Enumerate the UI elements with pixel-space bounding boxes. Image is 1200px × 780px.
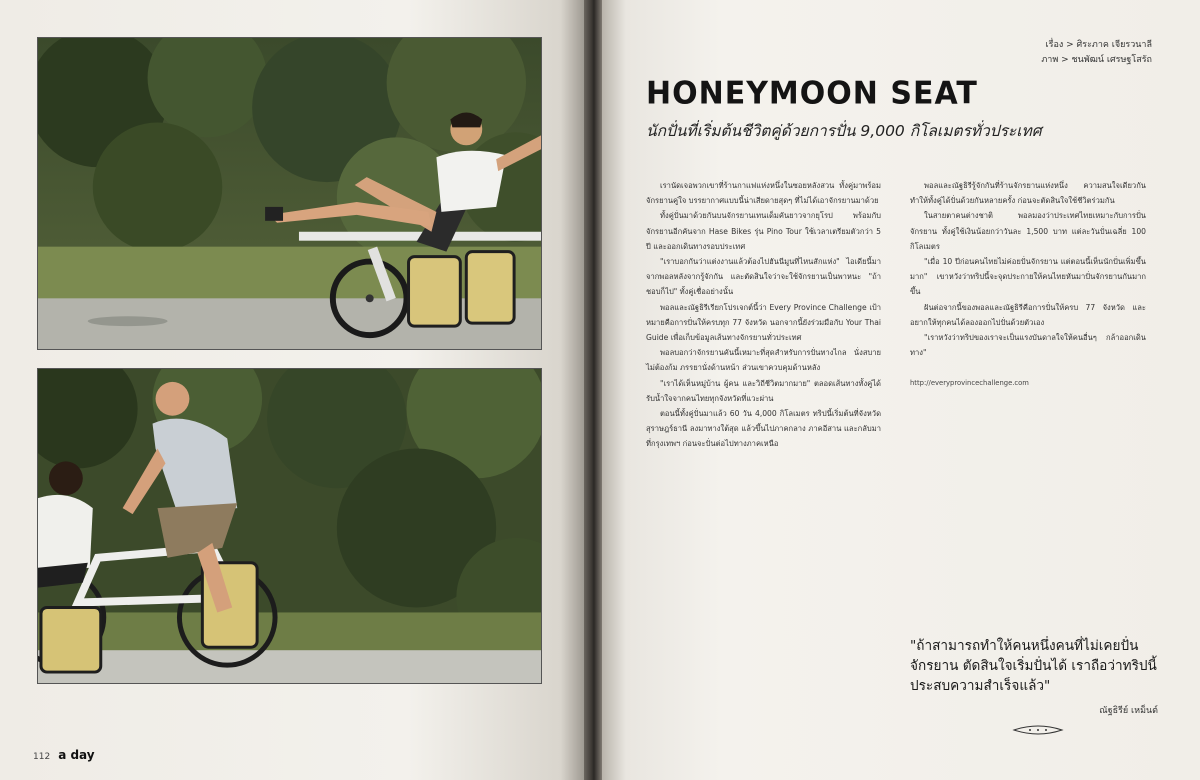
page-number: 112 (33, 752, 51, 762)
body-paragraph: "เราหวังว่าทริปของเราจะเป็นแรงบันดาลใจให้คนอื่นๆ กล้าออกเดินทาง" (910, 333, 1146, 358)
website-link[interactable]: http://everyprovincechallenge.com (910, 379, 1029, 388)
body-paragraph: ทั้งคู่ปั่นมาด้วยกันบนจักรยานเทนเด็มคันยาวจากยุโรป พร้อมกับจักรยานอีกคันจาก Hase Bikes รุ่น Pino Tour ใช้เวลาเตรียมตัวกว่า 5 ปี และออกเดินทางรอบประเทศ (646, 211, 881, 251)
body-paragraph: "เราได้เห็นหมู่บ้าน ผู้คน และวิถีชีวิตมากมาย" ตลอดเส้นทางทั้งคู่ได้รับน้ำใจจากคนไทยทุกจังหวัดที่แวะผ่าน (646, 378, 881, 403)
credit-writer: เรื่อง > ศิระภาค เจียรวนาลี (1045, 40, 1152, 50)
article-subtitle: นักปั่นที่เริ่มต้นชีวิตคู่ด้วยการปั่น 9,000 กิโลเมตรทั่วประเทศ (646, 122, 1042, 140)
magazine-brand: a day (58, 748, 95, 762)
body-paragraph: ฝันต่อจากนี้ของพอลและณัฐธิรีคือการปั่นให้ครบ 77 จังหวัด และอยากให้ทุกคนได้ลองออกไปปั่นด้วยตัวเอง (910, 302, 1146, 327)
quote-author: ณัฐธิรีย์ เหม็นต์ (1099, 706, 1158, 716)
article-title: HONEYMOON SEAT (646, 75, 978, 112)
book-gutter (584, 0, 602, 780)
photo-recumbent-tandem (37, 37, 542, 350)
body-paragraph: "เราบอกกันว่าแต่งงานแล้วต้องไปฮันนีมูนที่ไหนสักแห่ง" ไอเดียนี้มาจากพอลหลังจากรู้จักกัน และตัดสินใจว่าจะใช้จักรยานเป็นพาหนะ "ถ้าชอบก็ไป" ทั้งคู่เชื่ออย่างนั้น (646, 257, 881, 297)
end-ornament-icon (1012, 724, 1064, 736)
left-page (0, 0, 584, 780)
body-paragraph: พอลและณัฐธิรีรู้จักกันที่ร้านจักรยานแห่งหนึ่ง ความสนใจเดียวกันทำให้ทั้งคู่ได้ปั่นด้วยกันหลายครั้ง ก่อนจะตัดสินใจใช้ชีวิตร่วมกัน (910, 181, 1146, 206)
body-paragraph: ตอนนี้ทั้งคู่ปั่นมาแล้ว 60 วัน 4,000 กิโลเมตร ทริปนี้เริ่มต้นที่จังหวัดสุราษฎร์ธานี ลงมาทางใต้สุด แล้วขึ้นไปภาคกลาง ภาคอีสาน และกลับมาที่กรุงเทพฯ ก่อนจะปั่นต่อไปทางภาคเหนือ (646, 409, 881, 449)
credit-photographer: ภาพ > ชนพัฒน์ เศรษฐโสรัถ (1041, 55, 1152, 65)
body-paragraph: "เมื่อ 10 ปีก่อนคนไทยไม่ค่อยปั่นจักรยาน แต่ตอนนี้เห็นนักปั่นเพิ่มขึ้นมาก" เขาหวังว่าทริปนี้จะจุดประกายให้คนไทยหันมาปั่นจักรยานกันมากขึ้น (910, 257, 1146, 297)
photo-tandem-bicycle (37, 368, 542, 684)
body-paragraph: เรานัดเจอพวกเขาที่ร้านกาแฟแห่งหนึ่งในซอยหลังสวน ทั้งคู่มาพร้อมจักรยานคู่ใจ บรรยากาศแบบนี้น่าเสียดายสุดๆ ที่ไม่ได้เอาจักรยานมาด้วย (646, 181, 881, 206)
body-column-1 (646, 178, 881, 718)
folio (33, 748, 95, 762)
body-paragraph: พอลบอกว่าจักรยานคันนี้เหมาะที่สุดสำหรับการปั่นทางไกล นั่งสบาย ไม่ต้องก้ม ภรรยานั่งด้านหน้า ส่วนเขาควบคุมด้านหลัง (646, 348, 881, 373)
body-column-2 (910, 178, 1146, 578)
pull-quote: "ถ้าสามารถทำให้คนหนึ่งคนที่ไม่เคยปั่นจักรยาน ตัดสินใจเริ่มปั่นได้ เราถือว่าทริปนี้ประสบความสำเร็จแล้ว" (910, 638, 1157, 694)
article-credits (1041, 38, 1152, 68)
body-paragraph: พอลและณัฐธิรีเรียกโปรเจกต์นี้ว่า Every Province Challenge เป้าหมายคือการปั่นให้ครบทุก 77 จังหวัด นอกจากนี้ยังร่วมมือกับ Your Thai Guide เพื่อเก็บข้อมูลเส้นทางจักรยานทั่วประเทศ (646, 302, 881, 343)
body-paragraph: ในสายตาคนต่างชาติ พอลมองว่าประเทศไทยเหมาะกับการปั่นจักรยาน ทั้งคู่ใช้เงินน้อยกว่าวันละ 1,500 บาท แต่ละวันปั่นเฉลี่ย 100 กิโลเมตร (910, 211, 1146, 251)
